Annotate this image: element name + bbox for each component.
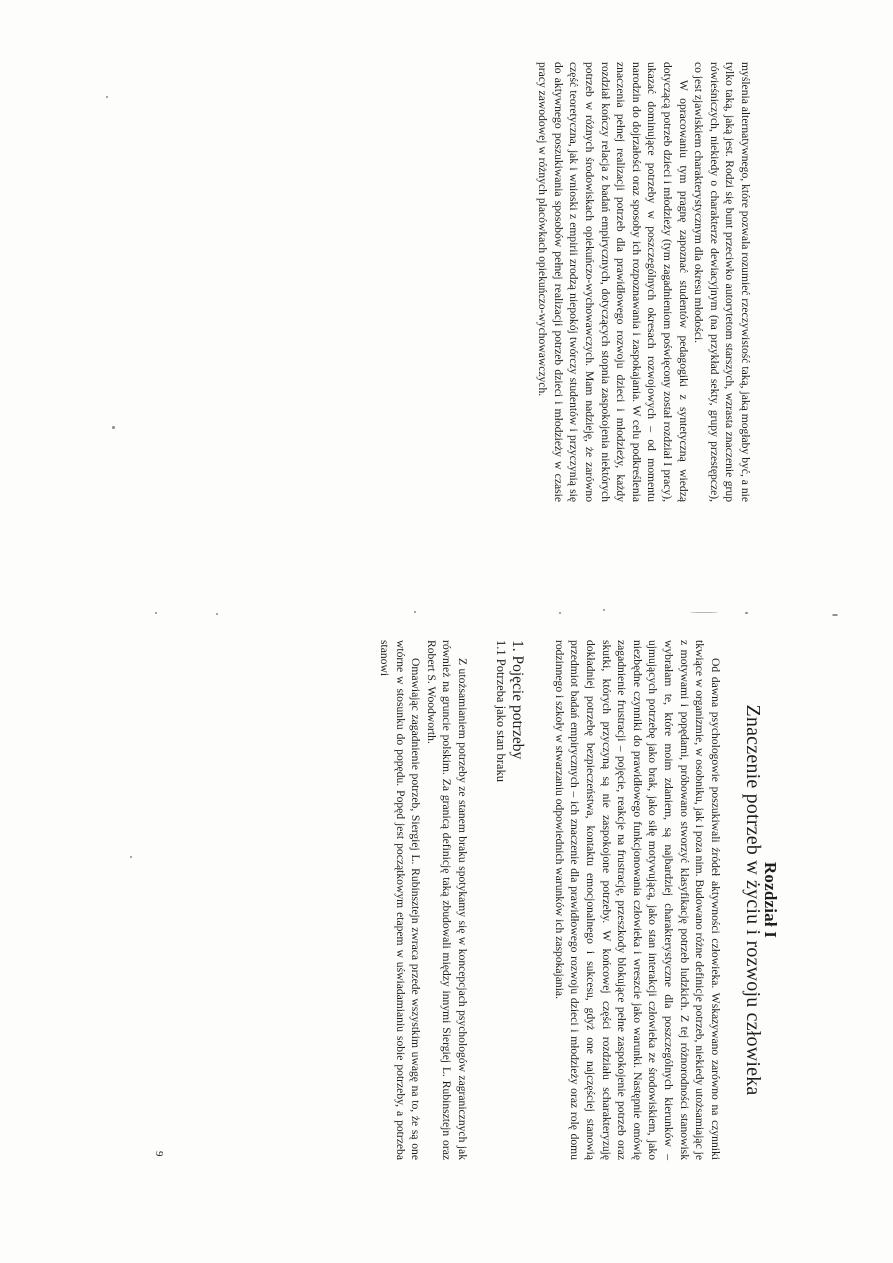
section-title: 1. Pojęcie potrzeby (509, 640, 527, 760)
left-column (535, 62, 753, 502)
chapter-label: Rozdział I (761, 861, 780, 939)
left-paragraph-1: myślenia alternatywnego, które pozwala rozumieć rzeczywistość taką, jaką mogłaby być, a nie tylko taką, jaką jest. Rodzi się bunt przeciwko autorytetom starszych, wzrasta znaczenie grup rówieśniczych, niekiedy o charakterze dewiacyjnym (na przykład sekty, grupy przestępcze), co jest zjawiskiem charakterystycznym dla okresu młodości. (692, 62, 752, 502)
chapter-intro (551, 640, 723, 1160)
section-paragraph-1: Z utożsamianiem potrzeby ze stanem braku spotykamy się w koncepcjach psychologów zagranicznych jak również na gruncie polskim. Za granicą definicję taką zbudowali między innymi Siergiej L. Rubinsztejn oraz Robert S. Woodworth. (424, 640, 470, 1160)
left-paragraph-2: W opracowaniu tym pragnę zapoznać studentów pedagogiki z syntetyczną wiedzą dotyczącą potrzeb dzieci i młodzieży (tym zagadnieniom poświęcony został rozdział I pracy), ukazać dominujące potrzeby w poszczególnych okresach rozwojowych – od momentu narodzin do dojrzałości oraz sposoby ich rozpoznawania i zaspokajania. W celu podkreślenia znaczenia pełnej realizacji potrzeb dla prawidłowego rozwoju dzieci i młodzieży, każdy rozdział kończy relacja z badań empirycznych, dotyczących stopnia zaspokojenia niektórych potrzeb w różnych środowiskach opiekuńczo-wychowawczych. Mam nadzieję, że zarówno część teoretyczna, jak i wnioski z empirii zrodzą niepokój twórczy studentów i przyczynią się do aktywnego poszukiwania sposobów pełnej realizacji potrzeb dzieci i młodzieży w czasie pracy zawodowej w różnych placówkach opiekuńczo-wychowawczych. (536, 62, 690, 502)
page-number: 9 (153, 1151, 165, 1157)
intro-paragraph: Od dawna psychologowie poszukiwali źródeł aktywności człowieka. Wskazywano zarówno na czynniki tkwiące w organizmie, w osobniku, jak i poza nim. Budowano różne definicje potrzeb, niekiedy utożsamiając je z motywami i popędami, próbowano stworzyć klasyfikację potrzeb ludzkich. Z tej różnorodności stanowisk wybrałam te, które moim zdaniem, są najbardziej charakterystyczne dla poszczególnych kierunków – ujmujących potrzebę jako brak, jako siłę motywującą, jako stan interakcji człowieka ze środowiskiem, jako niezbędne czynniki do prawidłowego funkcjonowania człowieka i wreszcie jako warunki. Następnie omówię zagadnienie frustracji – pojęcie, reakcje na frustrację, przeszkody blokujące pełne zaspokojenie potrzeb oraz skutki, których przyczyną są nie zaspokojone potrzeby. W końcowej części rozdziału scharakteryzuję dokładniej potrzebę bezpieczeństwa, kontaktu emocjonalnego i sukcesu, gdyż one najczęściej stanowią przedmiot badań empirycznych – ich znaczenie dla prawidłowego rozwoju dzieci i młodzieży oraz rolę domu rodzinnego i szkoły w stwarzaniu odpowiednich warunków ich zaspokajania. (552, 640, 722, 1160)
right-column (377, 640, 778, 1160)
subsection-title: 1.1 Potrzeba jako stan braku (493, 640, 508, 782)
chapter-title: Znaczenie potrzeb w życiu i rozwoju człowieka (742, 704, 765, 1096)
section-paragraph-2: Omawiając zagadnienie potrzeb, Siergiej L. Rubinsztejn zwraca przede wszystkim uwagę na to, że są one wtórne w stosunku do popędu. Popęd jest początkowym etapem w uświadamianiu sobie potrzeby, a potrzeba stanowi (378, 640, 423, 1160)
